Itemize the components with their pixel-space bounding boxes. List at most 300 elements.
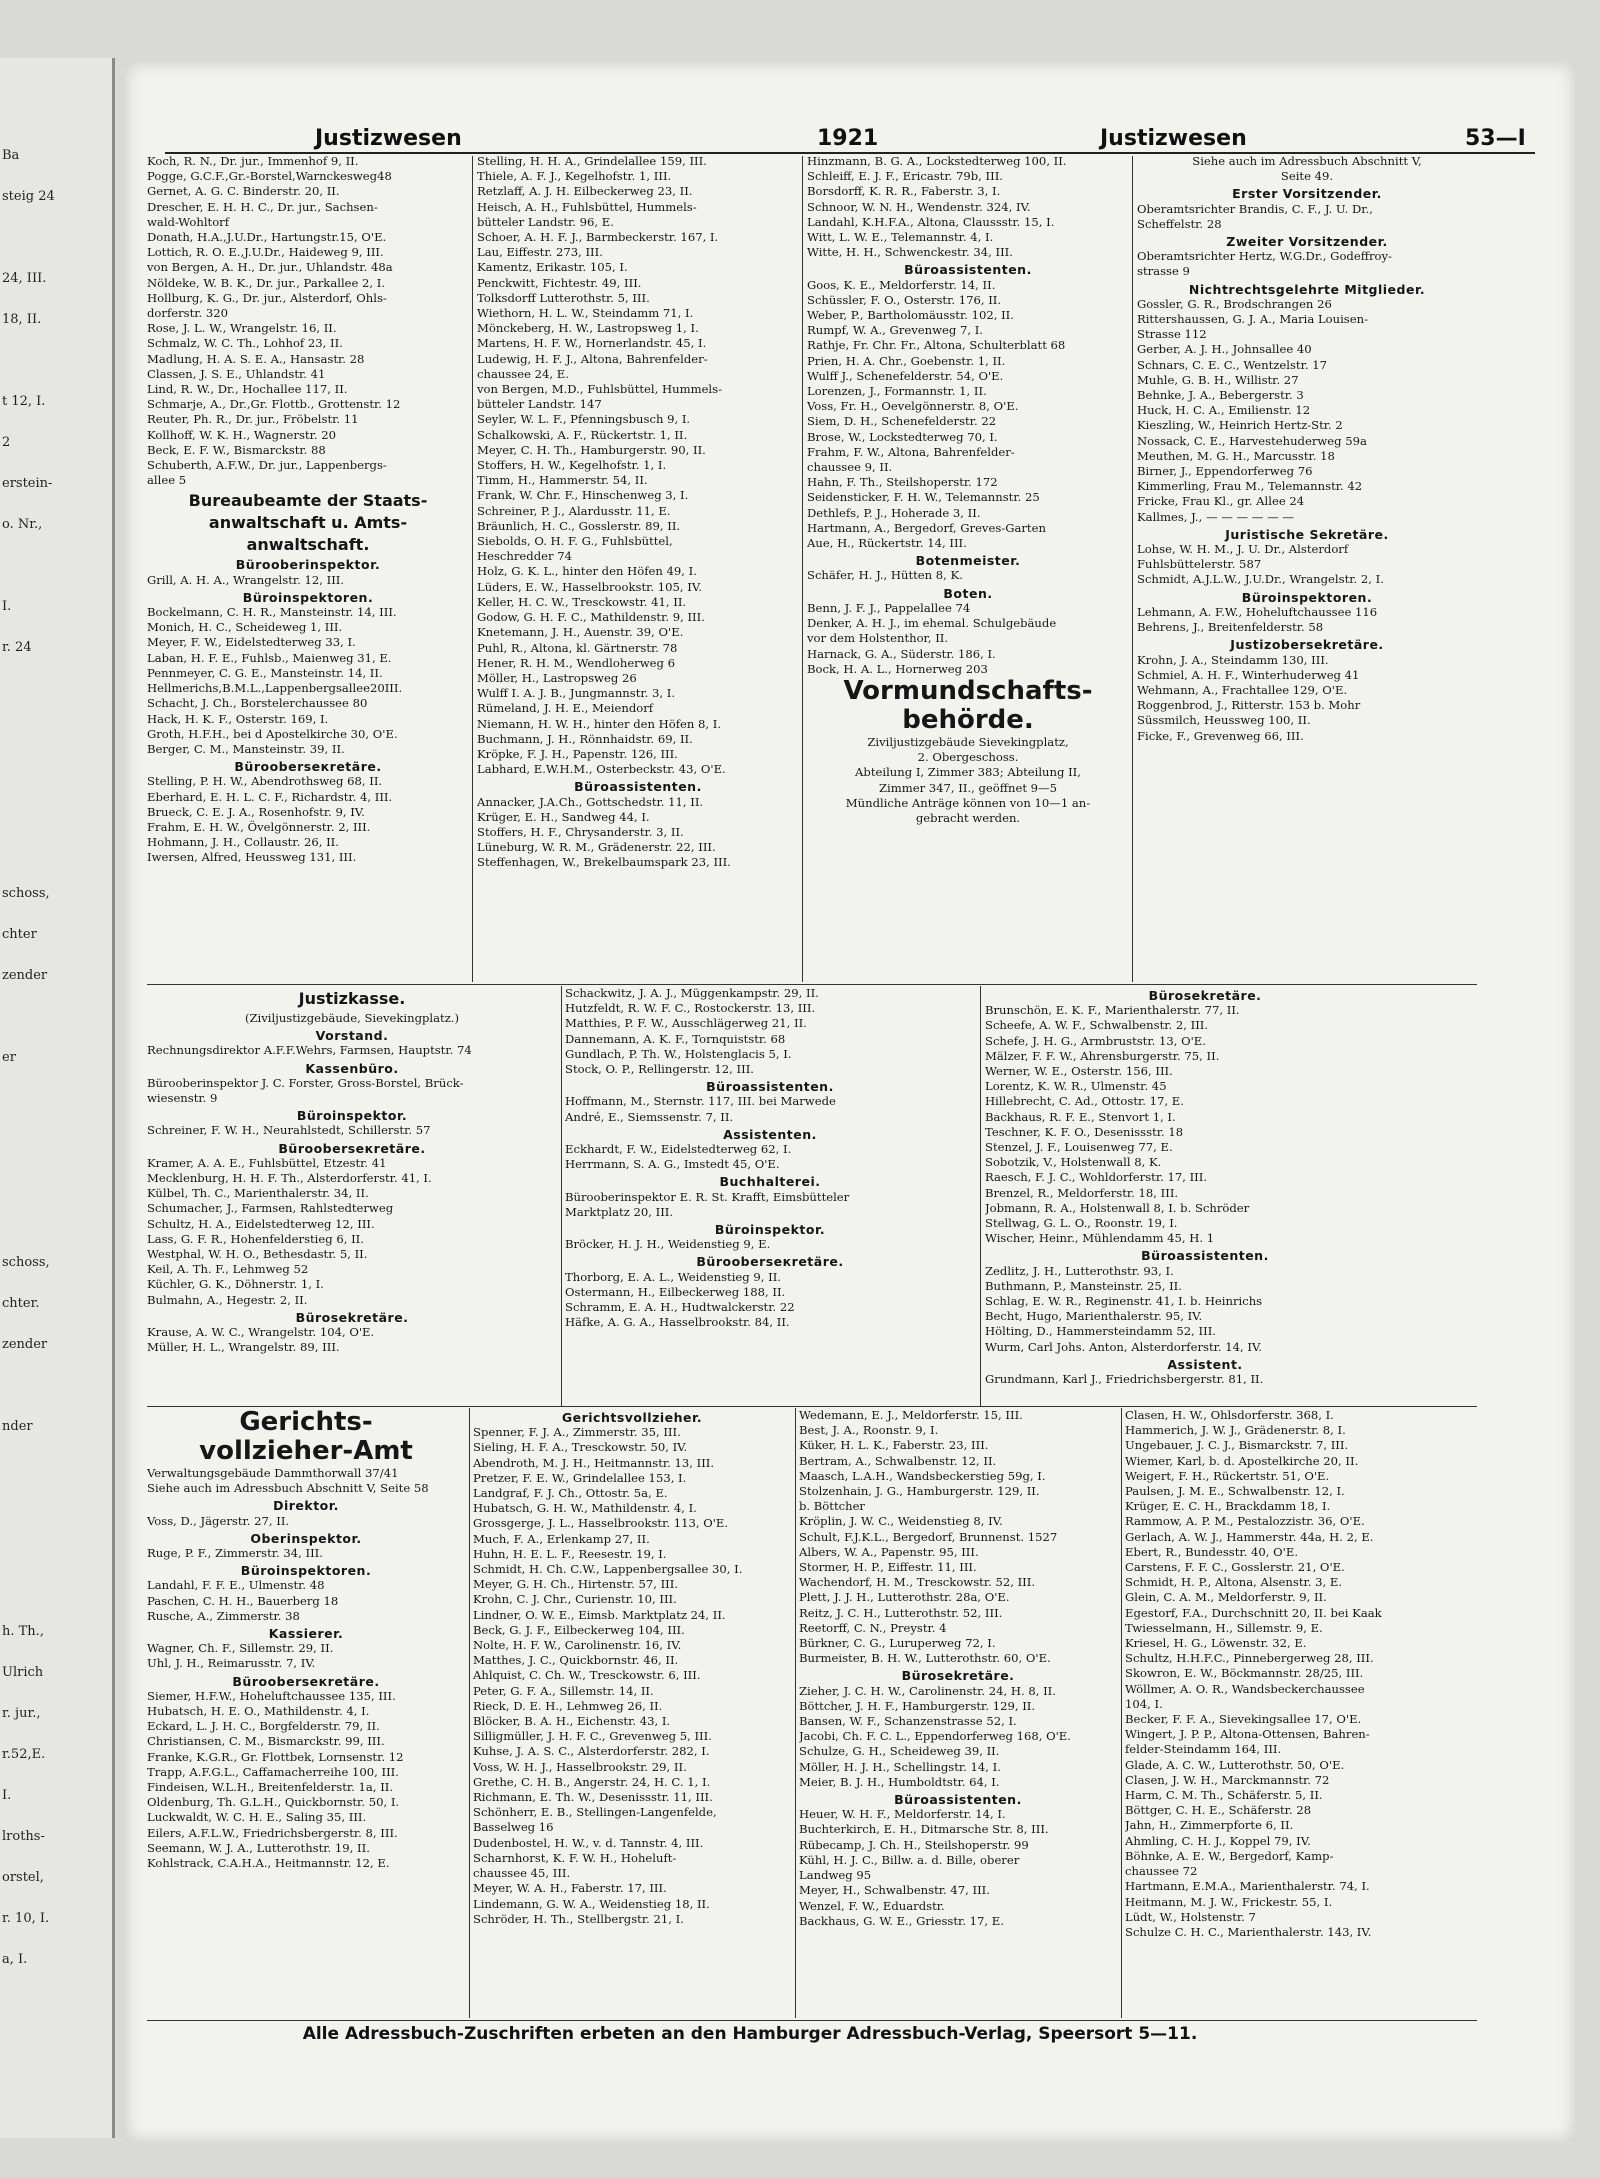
entry: Jacobi, Ch. F. C. L., Eppendorferweg 168, O'E. <box>799 1729 1071 1744</box>
bottom-column-4 <box>1125 1408 1465 2018</box>
entry: Ostermann, H., Eilbeckerweg 188, II. <box>565 1284 786 1299</box>
entry: Birner, J., Eppendorferweg 76 <box>1137 464 1313 479</box>
entry: Bürkner, C. G., Luruperweg 72, I. <box>799 1636 996 1651</box>
entry: Prien, H. A. Chr., Goebenstr. 1, II. <box>807 353 1006 368</box>
entry: Eberhard, E. H. L. C. F., Richardstr. 4, III. <box>147 789 393 804</box>
entry: Kieszling, W., Heinrich Hertz-Str. 2 <box>1137 418 1343 433</box>
entry: Harnack, G. A., Süderstr. 186, I. <box>807 646 996 661</box>
bottom-column-2 <box>473 1408 791 2018</box>
entry: Wagner, Ch. F., Sillemstr. 29, II. <box>147 1641 334 1656</box>
entry: Voss, Fr. H., Oevelgönnerstr. 8, O'E. <box>807 399 1019 414</box>
section-heading: Direktor. <box>273 1498 339 1514</box>
entry: Kamentz, Erikastr. 105, I. <box>477 260 628 275</box>
rule <box>1121 1408 1122 2018</box>
entry: Landahl, K.H.F.A., Altona, Claussstr. 15, I. <box>807 214 1055 229</box>
entry: Jahn, H., Zimmerpforte 6, II. <box>1125 1818 1294 1833</box>
entry: Böttger, C. H. E., Schäferstr. 28 <box>1125 1803 1312 1818</box>
entry: Süssmilch, Heussweg 100, II. <box>1137 713 1311 728</box>
entry: Stock, O. P., Rellingerstr. 12, III. <box>565 1062 754 1077</box>
margin-fragment: t 12, I. <box>2 394 46 409</box>
entry: Weber, P., Bartholomäusstr. 102, II. <box>807 308 1014 323</box>
section-title: Gerichts- <box>239 1408 373 1437</box>
entry: Böhnke, A. E. W., Bergedorf, Kamp- <box>1125 1848 1334 1863</box>
entry: Annacker, J.A.Ch., Gottschedstr. 11, II. <box>477 794 704 809</box>
margin-fragment: I. <box>2 1788 12 1803</box>
rule <box>980 986 981 1406</box>
entry: Behrens, J., Breitenfelderstr. 58 <box>1137 620 1324 635</box>
entry: Marktplatz 20, III. <box>565 1204 674 1219</box>
entry: Heschredder 74 <box>477 549 572 564</box>
section-heading: Botenmeister. <box>915 553 1021 569</box>
header-year: 1921 <box>817 126 879 151</box>
entry: Herrmann, S. A. G., Imstedt 45, O'E. <box>565 1157 780 1172</box>
section-heading: Zweiter Vorsitzender. <box>1226 234 1388 250</box>
section-title: anwaltschaft. <box>246 535 370 555</box>
section-heading: Bürosekretäre. <box>1148 988 1262 1003</box>
entry: Rümeland, J. H. E., Meiendorf <box>477 701 654 716</box>
margin-fragment: 24, III. <box>2 271 47 286</box>
rule <box>469 1408 470 2018</box>
entry: Becht, Hugo, Marienthalerstr. 95, IV. <box>985 1309 1203 1324</box>
entry: Lindner, O. W. E., Eimsb. Marktplatz 24, II. <box>473 1607 726 1622</box>
entry: Basselweg 16 <box>473 1820 554 1835</box>
entry: Seemann, W. J. A., Lutterothstr. 19, II. <box>147 1840 370 1855</box>
entry: Schäfer, H. J., Hütten 8, K. <box>807 568 963 583</box>
rule <box>561 986 562 1406</box>
margin-fragment: zender <box>2 1337 48 1352</box>
entry: Kühl, H. J. C., Billw. a. d. Bille, oberer <box>799 1852 1020 1867</box>
entry: wald-Wohltorf <box>147 214 230 229</box>
entry: Schlag, E. W. R., Reginenstr. 41, I. b. Heinrichs <box>985 1294 1263 1309</box>
entry: Dethlefs, P. J., Hoherade 3, II. <box>807 505 981 520</box>
entry: Meyer, C. H. Th., Hamburgerstr. 90, II. <box>477 442 706 457</box>
entry: Lass, G. F. R., Hohenfelderstieg 6, II. <box>147 1231 364 1246</box>
entry: Trapp, A.F.G.L., Caffamacherreihe 100, III. <box>147 1764 399 1779</box>
left-page-margin <box>0 58 115 2138</box>
entry: Becker, F. F. A., Sievekingsallee 17, O'E. <box>1125 1712 1362 1727</box>
running-header <box>165 122 1535 154</box>
entry: Krüger, E. C. H., Brackdamm 18, I. <box>1125 1499 1331 1514</box>
margin-fragment: erstein- <box>2 476 53 491</box>
rule <box>472 156 473 982</box>
entry: Schultz, H.H.F.C., Pinnebergerweg 28, III. <box>1125 1651 1374 1666</box>
entry: Wischer, Heinr., Mühlendamm 45, H. 1 <box>985 1231 1215 1246</box>
entry: Koch, R. N., Dr. jur., Immenhof 9, II. <box>147 154 359 168</box>
entry: Rose, J. L. W., Wrangelstr. 16, II. <box>147 321 337 336</box>
entry: Paschen, C. H. H., Bauerberg 18 <box>147 1593 339 1608</box>
entry: Bockelmann, C. H. R., Mansteinstr. 14, III. <box>147 605 397 620</box>
entry: Zedlitz, J. H., Lutterothstr. 93, I. <box>985 1263 1174 1278</box>
entry: Ebert, R., Bundesstr. 40, O'E. <box>1125 1544 1298 1559</box>
section-heading: Büroassistenten. <box>894 1792 1022 1808</box>
entry: Beck, G. J. F., Eilbeckerweg 104, III. <box>473 1622 685 1637</box>
entry: Wöllmer, A. O. R., Wandsbeckerchaussee <box>1125 1681 1365 1696</box>
entry: Kröpke, F. J. H., Papenstr. 126, III. <box>477 746 678 761</box>
entry: Voss, W. H. J., Hasselbrookstr. 29, II. <box>473 1759 687 1774</box>
entry: Wenzel, F. W., Eduardstr. <box>799 1898 945 1913</box>
entry: Frank, W. Chr. F., Hinschenweg 3, I. <box>477 488 689 503</box>
entry: strasse 9 <box>1137 264 1190 279</box>
entry: Puhl, R., Altona, kl. Gärtnerstr. 78 <box>477 640 678 655</box>
entry: Maasch, L.A.H., Wandsbeckerstieg 59g, I. <box>799 1468 1046 1483</box>
entry: Benn, J. F. J., Pappelallee 74 <box>807 600 971 615</box>
entry: Grundmann, Karl J., Friedrichsbergerstr. 81, II. <box>985 1372 1264 1387</box>
margin-fragment: 18, II. <box>2 312 42 327</box>
rule <box>147 984 1477 985</box>
entry: Grethe, C. H. B., Angerstr. 24, H. C. 1, I. <box>473 1774 711 1789</box>
gerichtsvollzieher-amt-section <box>147 1408 465 2018</box>
footer-notice: Alle Adressbuch-Zuschriften erbeten an den Hamburger Adressbuch-Verlag, Speersort 5—11. <box>302 2024 1198 2044</box>
section-heading: Assistent. <box>1167 1356 1243 1372</box>
entry: Heitmann, M. J. W., Frickestr. 55, I. <box>1125 1894 1333 1909</box>
entry: Stellwag, G. L. O., Roonstr. 19, I. <box>985 1216 1178 1231</box>
entry: Sobotzik, V., Holstenwall 8, K. <box>985 1155 1162 1170</box>
entry: Külbel, Th. C., Marienthalerstr. 34, II. <box>147 1186 369 1201</box>
section-heading: Bürooberseкretäre. <box>234 759 382 775</box>
entry: André, E., Siemssenstr. 7, II. <box>565 1109 734 1124</box>
entry: Luckwaldt, W. C. H. E., Saling 35, III. <box>147 1810 367 1825</box>
entry: Much, F. A., Erlenkamp 27, II. <box>473 1531 650 1546</box>
section-heading: Büroassistenten. <box>1141 1248 1269 1264</box>
entry: Groth, H.F.H., bei d Apostelkirche 30, O'E. <box>147 726 398 741</box>
entry: Buthmann, P., Mansteinstr. 25, II. <box>985 1278 1182 1293</box>
entry: Borsdorff, K. R. R., Faberstr. 3, I. <box>807 184 1001 199</box>
entry: Krohn, J. A., Steindamm 130, III. <box>1137 652 1329 667</box>
entry: Lüdt, W., Holstenstr. 7 <box>1125 1909 1256 1924</box>
entry: Backhaus, G. W. E., Griesstr. 17, E. <box>799 1913 1004 1928</box>
column-1-top <box>147 154 469 984</box>
bottom-column-3 <box>799 1408 1117 2018</box>
entry: Bertram, A., Schwalbenstr. 12, II. <box>799 1453 997 1468</box>
entry: Buchmann, J. H., Rönnhaidstr. 69, II. <box>477 731 693 746</box>
entry: Meyer, H., Schwalbenstr. 47, III. <box>799 1883 990 1898</box>
margin-fragment: schoss, <box>2 1255 50 1270</box>
entry: Burmeister, B. H. W., Lutterothstr. 60, O'E. <box>799 1651 1051 1666</box>
entry: Best, J. A., Roonstr. 9, I. <box>799 1423 939 1438</box>
entry: Glade, A. C. W., Lutterothstr. 50, O'E. <box>1125 1757 1345 1772</box>
entry: Wurm, Carl Johs. Anton, Alsterdorferstr. 14, IV. <box>985 1339 1262 1354</box>
entry: Stormer, H. P., Eiffestr. 11, III. <box>799 1560 977 1575</box>
entry: Frahm, E. H. W., Övelgönnerstr. 2, III. <box>147 819 371 834</box>
entry: Lind, R. W., Dr., Hochallee 117, II. <box>147 382 348 397</box>
entry: Schmidt, H. P., Altona, Alsenstr. 3, E. <box>1125 1575 1343 1590</box>
section-heading: Gerichtsvollzieher. <box>561 1410 703 1425</box>
section-heading: Oberinspektor. <box>250 1530 362 1546</box>
entry: Beck, E. F. W., Bismarckstr. 88 <box>147 442 326 457</box>
entry: Wiemer, Karl, b. d. Apostelkirche 20, II. <box>1125 1453 1359 1468</box>
entry: Gossler, G. R., Brodschrangen 26 <box>1137 296 1332 311</box>
entry: Bürooberinspektor E. R. St. Krafft, Eimsbütteler <box>565 1189 850 1204</box>
entry: Plett, J. J. H., Lutterothstr. 28a, O'E. <box>799 1590 1010 1605</box>
entry: Schreiner, F. W. H., Neurahlstedt, Schillerstr. 57 <box>147 1123 431 1138</box>
entry: Schackwitz, J. A. J., Müggenkampstr. 29, II. <box>565 986 819 1000</box>
entry: Bansen, W. F., Schanzenstrasse 52, I. <box>799 1714 1017 1729</box>
entry: Hener, R. H. M., Wendloherweg 6 <box>477 655 675 670</box>
entry: Mecklenburg, H. H. F. Th., Alsterdorferstr. 41, I. <box>147 1171 432 1186</box>
entry: Pogge, G.C.F.,Gr.-Borstel,Warnckesweg48 <box>147 169 392 184</box>
entry: Schönherr, E. B., Stellingen-Langenfelde, <box>473 1805 717 1820</box>
middle-column-3 <box>985 986 1425 1406</box>
entry: Rechnungsdirektor A.F.F.Wehrs, Farmsen, Hauptstr. 74 <box>147 1043 472 1058</box>
section-heading: Juristische Sekretäre. <box>1225 526 1389 542</box>
entry: Rübecamp, J. Ch. H., Steilshoperstr. 99 <box>799 1837 1029 1852</box>
entry: Penckwitt, Fichtestr. 49, III. <box>477 275 642 290</box>
entry: Meyer, W. A. H., Faberstr. 17, III. <box>473 1881 667 1896</box>
entry: Fricke, Frau Kl., gr. Allee 24 <box>1137 494 1305 509</box>
section-heading: Vorstand. <box>315 1028 389 1044</box>
margin-fragment: r.52,E. <box>2 1747 46 1762</box>
entry: Schultz, H. A., Eidelstedterweg 12, III. <box>147 1216 375 1231</box>
entry: Hubatsch, H. E. O., Mathildenstr. 4, I. <box>147 1704 370 1719</box>
entry: Scheefe, A. W. F., Schwalbenstr. 2, III. <box>985 1018 1209 1033</box>
entry: Wulff J., Schenefelderstr. 54, O'E. <box>807 368 1004 383</box>
entry: Ungebauer, J. C. J., Bismarckstr. 7, III. <box>1125 1438 1349 1453</box>
entry: Mönckeberg, H. W., Lastropsweg 1, I. <box>477 321 699 336</box>
section-heading: Büroinspektor. <box>296 1108 408 1124</box>
header-left: Justizwesen <box>315 126 462 151</box>
margin-fragment: nder <box>2 1419 33 1434</box>
section-heading: Büroassistenten. <box>574 779 702 795</box>
entry: Roggenbrod, J., Ritterstr. 153 b. Mohr <box>1137 698 1361 713</box>
entry: Wingert, J. P. P., Altona-Ottensen, Bahren- <box>1125 1727 1370 1742</box>
entry: Oberamtsrichter Hertz, W.G.Dr., Godeffroy- <box>1137 249 1392 264</box>
entry: Harm, C. M. Th., Schäferstr. 5, II. <box>1125 1788 1323 1803</box>
entry: Lohse, W. H. M., J. U. Dr., Alsterdorf <box>1137 542 1349 557</box>
entry: chaussee 45, III. <box>473 1866 571 1881</box>
entry: Gerlach, A. W. J., Hammerstr. 44a, H. 2, E. <box>1125 1529 1374 1544</box>
margin-fragment: r. 24 <box>2 640 32 655</box>
entry: Küker, H. L. K., Faberstr. 23, III. <box>799 1438 989 1453</box>
entry: von Bergen, M.D., Fuhlsbüttel, Hummels- <box>477 382 723 397</box>
entry: Küchler, G. K., Döhnerstr. 1, I. <box>147 1277 324 1292</box>
entry: Krüger, E. H., Sandweg 44, I. <box>477 809 650 824</box>
entry: Zieher, J. C. H. W., Carolinenstr. 24, H. 8, II. <box>799 1683 1056 1698</box>
section-heading: Büroinspektoren. <box>242 589 374 605</box>
entry: Siem, D. H., Schenefelderstr. 22 <box>807 414 997 429</box>
entry: Findeisen, W.L.H., Breitenfelderstr. 1a, II. <box>147 1780 394 1795</box>
entry: Abendroth, M. J. H., Heitmannstr. 13, III. <box>473 1455 715 1470</box>
entry: Mälzer, F. F. W., Ahrensburgerstr. 75, II. <box>985 1048 1220 1063</box>
entry: Kimmerling, Frau M., Telemannstr. 42 <box>1137 479 1363 494</box>
section-title: vollzieher-Amt <box>199 1437 413 1466</box>
entry: Schacht, J. Ch., Borstelerchaussee 80 <box>147 696 368 711</box>
entry: Lüneburg, W. R. M., Grädenerstr. 22, III. <box>477 840 716 855</box>
entry: Meier, B. J. H., Humboldtstr. 64, I. <box>799 1774 1000 1789</box>
rule <box>147 1406 1477 1407</box>
entry: Iwersen, Alfred, Heussweg 131, III. <box>147 850 357 865</box>
entry: Nöldeke, W. B. K., Dr. jur., Parkallee 2, I. <box>147 275 386 290</box>
entry: dorferstr. 320 <box>147 306 229 321</box>
margin-fragment: chter. <box>2 1296 40 1311</box>
entry: Krause, A. W. C., Wrangelstr. 104, O'E. <box>147 1325 375 1340</box>
entry: Böttcher, J. H. F., Hamburgerstr. 129, II. <box>799 1698 1036 1713</box>
entry: Schmidt, H. Ch. C.W., Lappenbergsallee 30, I. <box>473 1562 743 1577</box>
entry: Muhle, G. B. H., Willistr. 27 <box>1137 372 1299 387</box>
entry: Lau, Eiffestr. 273, III. <box>477 245 603 260</box>
entry: Schmalz, W. C. Th., Lohhof 23, II. <box>147 336 343 351</box>
entry: Brunschön, E. K. F., Marienthalerstr. 77, II. <box>985 1003 1240 1018</box>
margin-fragment: Ba <box>2 148 20 163</box>
entry: Dannemann, A. K. F., Tornquiststr. 68 <box>565 1031 786 1046</box>
entry: Schreiner, P. J., Alardusstr. 11, E. <box>477 503 671 518</box>
margin-fragment: o. Nr., <box>2 517 43 532</box>
justizkasse-section <box>147 986 557 1406</box>
entry: Matthes, J. C., Quickbornstr. 46, II. <box>473 1653 679 1668</box>
section-heading: Nichtrechtsgelehrte Mitglieder. <box>1188 281 1426 297</box>
entry: Ahlquist, C. Ch. W., Tresckowstr. 6, III. <box>473 1668 701 1683</box>
entry: Pretzer, F. E. W., Grindelallee 153, I. <box>473 1470 687 1485</box>
section-heading: Bürosekretäre. <box>901 1668 1015 1684</box>
entry: Backhaus, R. F. E., Stenvort 1, I. <box>985 1109 1176 1124</box>
entry: Bröcker, H. J. H., Weidenstieg 9, E. <box>565 1237 771 1252</box>
entry: Skowron, E. W., Böckmannstr. 28/25, III. <box>1125 1666 1364 1681</box>
section-heading: Boten. <box>943 585 993 601</box>
section-heading: Büroinspektoren. <box>240 1563 372 1579</box>
entry: Uhl, J. H., Reimarusstr. 7, IV. <box>147 1656 316 1671</box>
entry: Landweg 95 <box>799 1868 872 1883</box>
entry: Richmann, E. Th. W., Desenissstr. 11, III. <box>473 1790 713 1805</box>
entry: Hollburg, K. G., Dr. jur., Alsterdorf, Ohls- <box>147 290 387 305</box>
entry: Brose, W., Lockstedterweg 70, I. <box>807 429 998 444</box>
entry: Goos, K. E., Meldorferstr. 14, II. <box>807 277 996 292</box>
entry: vor dem Holstenthor, II. <box>807 631 949 646</box>
entry: Stenzel, J. F., Louisenweg 77, E. <box>985 1140 1173 1155</box>
section-heading: Büroassistenten. <box>706 1079 834 1095</box>
entry: Rittershaussen, G. J. A., Maria Louisen- <box>1137 312 1368 327</box>
margin-fragment: orstel, <box>2 1870 44 1885</box>
entry: Hoffmann, M., Sternstr. 117, III. bei Marwede <box>565 1094 836 1109</box>
entry: Schmidt, A.J.L.W., J.U.Dr., Wrangelstr. 2, I. <box>1137 572 1384 587</box>
entry: Schüssler, F. O., Osterstr. 176, II. <box>807 292 1002 307</box>
office-info: Zimmer 347, II., geöffnet 9—5 <box>878 780 1058 795</box>
entry: Meuthen, M. G. H., Marcusstr. 18 <box>1137 448 1335 463</box>
header-right: Justizwesen <box>1100 126 1247 151</box>
entry: Huck, H. C. A., Emilienstr. 12 <box>1137 403 1311 418</box>
entry: allee 5 <box>147 473 187 488</box>
section-title: behörde. <box>902 705 1034 735</box>
entry: Nolte, H. F. W., Carolinenstr. 16, IV. <box>473 1638 682 1653</box>
entry: b. Böttcher <box>799 1499 865 1514</box>
entry: Schröder, H. Th., Stellbergstr. 21, I. <box>473 1911 684 1926</box>
entry: Kröplin, J. W. C., Weidenstieg 8, IV. <box>799 1514 1003 1529</box>
document-page <box>125 62 1575 2142</box>
entry: Schmarje, A., Dr.,Gr. Flottb., Grottenstr. 12 <box>147 397 401 412</box>
entry: Raesch, F. J. C., Wohldorferstr. 17, III. <box>985 1170 1208 1185</box>
office-info: Ziviljustizgebäude Sievekingplatz, <box>867 734 1069 749</box>
entry: Frahm, F. W., Altona, Bahrenfelder- <box>807 444 1015 459</box>
entry: Hartmann, E.M.A., Marienthalerstr. 74, I. <box>1125 1879 1370 1894</box>
section-heading: Büroassistenten. <box>904 262 1032 278</box>
section-heading: Bürooberseкretäre. <box>278 1140 426 1156</box>
section-heading: Bürosekretäre. <box>295 1309 409 1325</box>
entry: Christiansen, C. M., Bismarckstr. 99, III. <box>147 1734 385 1749</box>
entry: Häfke, A. G. A., Hasselbrookstr. 84, II. <box>565 1315 790 1330</box>
entry: Madlung, H. A. S. E. A., Hansastr. 28 <box>147 351 365 366</box>
entry: bütteler Landstr. 96, E. <box>477 214 614 229</box>
entry: Hartmann, A., Bergedorf, Greves-Garten <box>807 520 1046 535</box>
entry: Schefe, J. H. G., Armbruststr. 13, O'E. <box>985 1033 1206 1048</box>
entry: felder-Steindamm 164, III. <box>1125 1742 1282 1757</box>
cross-reference-note: Seite 49. <box>1280 169 1334 184</box>
entry: Steffenhagen, W., Brekelbaumspark 23, III. <box>477 855 731 870</box>
entry: Martens, H. F. W., Hornerlandstr. 45, I. <box>477 336 707 351</box>
margin-fragment: a, I. <box>2 1952 28 1967</box>
entry: Lottich, R. O. E.,J.U.Dr., Haideweg 9, III. <box>147 245 384 260</box>
section-title: Vormundschafts- <box>843 676 1093 706</box>
entry: Schulze, G. H., Scheideweg 39, II. <box>799 1744 1000 1759</box>
entry: Rumpf, W. A., Grevenweg 7, I. <box>807 323 983 338</box>
entry: Grill, A. H. A., Wrangelstr. 12, III. <box>147 572 345 587</box>
entry: Meyer, F. W., Eidelstedterweg 33, I. <box>147 635 356 650</box>
rule <box>147 2020 1477 2021</box>
entry: Landahl, F. F. E., Ulmenstr. 48 <box>147 1578 325 1593</box>
section-heading: Bürooberinspektor. <box>235 557 381 573</box>
section-title: anwaltschaft u. Amts- <box>208 513 408 533</box>
entry: Timm, H., Hammerstr. 54, II. <box>477 473 648 488</box>
entry: Schulze C. H. C., Marienthalerstr. 143, IV. <box>1125 1924 1372 1939</box>
entry: Voss, D., Jägerstr. 27, II. <box>147 1513 290 1528</box>
entry: Matthies, P. F. W., Ausschlägerweg 21, II. <box>565 1016 807 1031</box>
entry: Kuhse, J. A. S. C., Alsterdorferstr. 282, I. <box>473 1744 710 1759</box>
entry: Brueck, C. E. J. A., Rosenhofstr. 9, IV. <box>147 804 365 819</box>
entry: Eilers, A.F.L.W., Friedrichsbergerstr. 8, III. <box>147 1825 398 1840</box>
margin-fragment: steig 24 <box>2 189 55 204</box>
entry: Godow, G. H. F. C., Mathildenstr. 9, III. <box>477 610 705 625</box>
margin-fragment: schoss, <box>2 886 50 901</box>
entry: Landgraf, F. J. Ch., Ottostr. 5a, E. <box>473 1486 668 1501</box>
section-heading: Bürooberseкretäre. <box>696 1254 844 1270</box>
section-heading: Assistenten. <box>723 1126 817 1142</box>
office-info: Mündliche Anträge können von 10—1 an- <box>845 795 1091 810</box>
entry: Seidensticker, F. H. W., Telemannstr. 25 <box>807 490 1040 505</box>
entry: bütteler Landstr. 147 <box>477 397 602 412</box>
section-heading: Büroinspektoren. <box>1241 589 1373 605</box>
entry: Hillebrecht, C. Ad., Ottostr. 17, E. <box>985 1094 1184 1109</box>
entry: Silligmüller, J. H. F. C., Grevenweg 5, III. <box>473 1729 712 1744</box>
entry: Nossack, C. E., Harvestehuderweg 59a <box>1137 433 1367 448</box>
entry: Franke, K.G.R., Gr. Flottbek, Lornsenstr. 12 <box>147 1749 404 1764</box>
margin-fragment: chter <box>2 927 37 942</box>
entry: Siemer, H.F.W., Hoheluftchaussee 135, III. <box>147 1688 396 1703</box>
entry: Lehmann, A. F.W., Hoheluftchaussee 116 <box>1137 604 1378 619</box>
entry: Westphal, W. H. O., Bethesdastr. 5, II. <box>147 1247 368 1262</box>
margin-fragment: er <box>2 1050 16 1065</box>
entry: Wulff I. A. J. B., Jungmannstr. 3, I. <box>477 686 676 701</box>
section-heading: Bürooberseкretäre. <box>232 1673 380 1689</box>
entry: Oberamtsrichter Brandis, C. F., J. U. Dr., <box>1137 201 1373 216</box>
entry: Reetorff, C. N., Preystr. 4 <box>799 1620 947 1635</box>
entry: Peter, G. F. A., Sillemstr. 14, II. <box>473 1683 654 1698</box>
entry: Ludewig, H. F. J., Altona, Bahrenfelder- <box>477 351 708 366</box>
entry: Möller, H. J. H., Schellingstr. 14, I. <box>799 1759 1001 1774</box>
margin-fragment: zender <box>2 968 48 983</box>
rule <box>802 156 803 982</box>
entry: Huhn, H. E. L. F., Reesestr. 19, I. <box>473 1546 667 1561</box>
entry: Wiethorn, H. L. W., Steindamm 71, I. <box>477 306 694 321</box>
entry: Hutzfeldt, R. W. F. C., Rostockerstr. 13, III. <box>565 1001 816 1016</box>
entry: Paulsen, J. M. E., Schwalbenstr. 12, I. <box>1125 1484 1345 1499</box>
entry: Aue, H., Rückertstr. 14, III. <box>807 536 967 551</box>
entry: Seyler, W. L. F., Pfenningsbusch 9, I. <box>477 412 691 427</box>
section-title: Justizkasse. <box>298 989 406 1008</box>
entry: Kramer, A. A. E., Fuhlsbüttel, Etzestr. 41 <box>147 1155 387 1170</box>
entry: chaussee 9, II. <box>807 460 893 475</box>
entry: Wehmann, A., Frachtallee 129, O'E. <box>1137 682 1348 697</box>
office-info: Siehe auch im Adressbuch Abschnitt V, Seite 58 <box>147 1481 429 1496</box>
entry: Krohn, C. J. Chr., Curienstr. 10, III. <box>473 1592 677 1607</box>
entry: wiesenstr. 9 <box>147 1091 218 1106</box>
entry: Pennmeyer, C. G. E., Mansteinstr. 14, II. <box>147 665 383 680</box>
